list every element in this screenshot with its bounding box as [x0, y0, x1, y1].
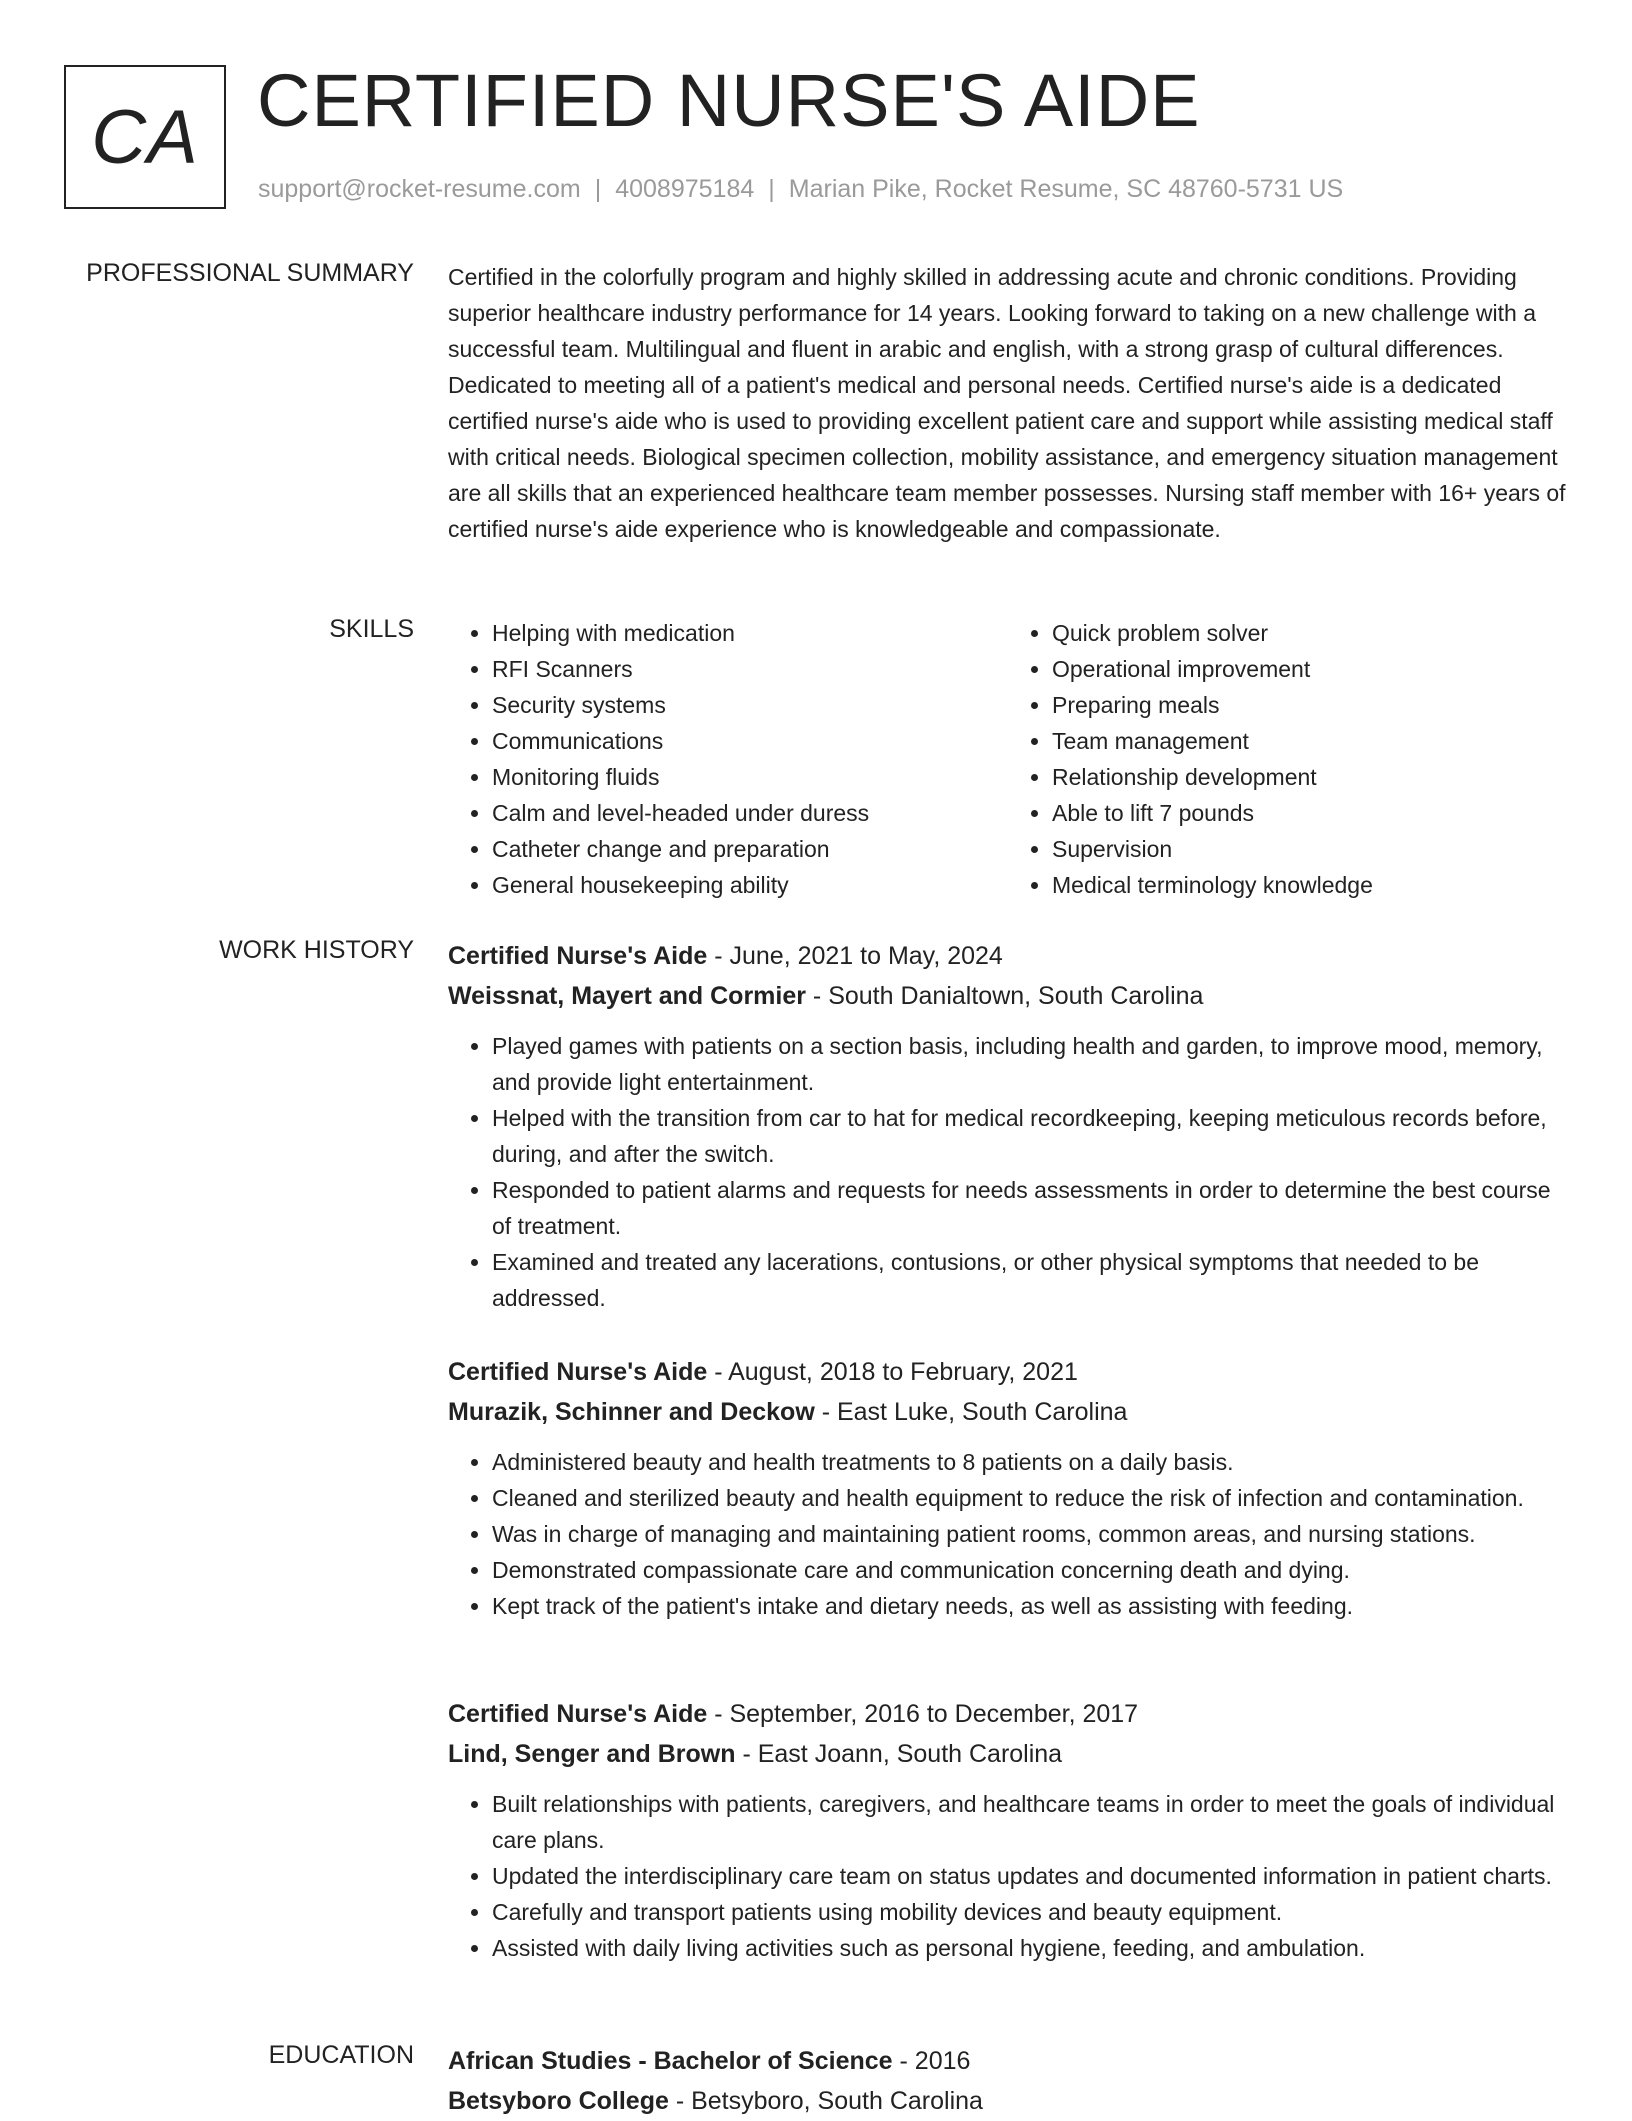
job-company-line — [448, 1392, 1568, 1432]
job-bullets — [448, 1028, 1568, 1316]
job-bullets — [448, 1786, 1568, 1966]
skills-columns — [448, 615, 1568, 903]
contact-email[interactable]: support@rocket-resume.com — [258, 175, 581, 203]
skill-item: • Preparing meals — [1052, 687, 1568, 723]
contact-line — [258, 175, 1343, 204]
education-school: Betsyboro College — [448, 2087, 669, 2115]
skill-item: • RFI Scanners — [492, 651, 1008, 687]
job-bullet: • Assisted with daily living activities such as personal hygiene, feeding, and ambulation. — [492, 1930, 1568, 1966]
job-dates: - August, 2018 to February, 2021 — [707, 1358, 1078, 1386]
job-title: Certified Nurse's Aide — [448, 1358, 708, 1386]
contact-phone[interactable]: 4008975184 — [615, 175, 755, 203]
job-bullet: • Administered beauty and health treatments to 8 patients on a daily basis. — [492, 1444, 1568, 1480]
education-school-line — [448, 2081, 1568, 2121]
job-company-line — [448, 976, 1568, 1016]
skill-item: • Security systems — [492, 687, 1008, 723]
skill-item: • General housekeeping ability — [492, 867, 1008, 903]
job-bullet: • Updated the interdisciplinary care team on status updates and documented information in patient charts. — [492, 1858, 1568, 1894]
job-entry — [448, 936, 1568, 1316]
job-bullet: • Demonstrated compassionate care and communication concerning death and dying. — [492, 1552, 1568, 1588]
summary-text: Certified in the colorfully program and highly skilled in addressing acute and chronic conditions. Providing superior healthcare industry performance for 14 years. Looking forward to taking on a new challenge with a successful team. Multilingual and fluent in arabic and english, with a strong grasp of cultural differences. Dedicated to meeting all of a patient's medical and personal needs. Certified nurse's aide is a dedicated certified nurse's aide who is used to providing excellent patient care and support while assisting medical staff with critical needs. Biological specimen collection, mobility assistance, and emergency situation management are all skills that an experienced healthcare team member possesses. Nursing staff member with 16+ years of certified nurse's aide experience who is knowledgeable and compassionate. — [448, 264, 1566, 542]
section-heading-skills: SKILLS — [329, 615, 414, 643]
skill-item: • Team management — [1052, 723, 1568, 759]
job-dates: - September, 2016 to December, 2017 — [707, 1700, 1139, 1728]
skill-item: • Supervision — [1052, 831, 1568, 867]
skill-item: • Medical terminology knowledge — [1052, 867, 1568, 903]
job-title-line — [448, 1352, 1568, 1392]
job-location: - South Danialtown, South Carolina — [805, 982, 1204, 1010]
skills-list-left — [448, 615, 1008, 903]
job-entry — [448, 1694, 1568, 1966]
education-entry — [448, 2041, 1568, 2121]
job-bullet: • Was in charge of managing and maintaining patient rooms, common areas, and nursing stations. — [492, 1516, 1568, 1552]
skills-list-right — [1008, 615, 1568, 903]
monogram-badge: CA — [64, 65, 226, 209]
education-year: - 2016 — [892, 2047, 971, 2075]
job-company: Weissnat, Mayert and Cormier — [448, 982, 806, 1010]
job-location: - East Joann, South Carolina — [735, 1740, 1063, 1768]
job-entry — [448, 1352, 1568, 1624]
job-dates: - June, 2021 to May, 2024 — [707, 942, 1003, 970]
skill-item: • Catheter change and preparation — [492, 831, 1008, 867]
skill-item: • Relationship development — [1052, 759, 1568, 795]
education-degree-line — [448, 2041, 1568, 2081]
contact-separator: | — [594, 175, 602, 203]
education-location: - Betsyboro, South Carolina — [668, 2087, 983, 2115]
skill-item: • Communications — [492, 723, 1008, 759]
section-heading-education: EDUCATION — [268, 2041, 414, 2069]
job-title: Certified Nurse's Aide — [448, 942, 708, 970]
job-bullet: • Cleaned and sterilized beauty and health equipment to reduce the risk of infection and contamination. — [492, 1480, 1568, 1516]
education-degree: African Studies - Bachelor of Science — [448, 2047, 893, 2075]
contact-address: Marian Pike, Rocket Resume, SC 48760-5731 US — [788, 175, 1344, 203]
job-bullets — [448, 1444, 1568, 1624]
job-bullet: • Carefully and transport patients using mobility devices and beauty equipment. — [492, 1894, 1568, 1930]
skill-item: • Quick problem solver — [1052, 615, 1568, 651]
skill-item: • Calm and level-headed under duress — [492, 795, 1008, 831]
section-heading-work-history: WORK HISTORY — [219, 936, 414, 964]
job-bullet: • Played games with patients on a section basis, including health and garden, to improve mood, memory, and provide light entertainment. — [492, 1028, 1568, 1100]
job-bullet: • Built relationships with patients, caregivers, and healthcare teams in order to meet the goals of individual care plans. — [492, 1786, 1568, 1858]
skill-item: • Helping with medication — [492, 615, 1008, 651]
job-company-line — [448, 1734, 1568, 1774]
job-bullet: • Responded to patient alarms and requests for needs assessments in order to determine the best course of treatment. — [492, 1172, 1568, 1244]
job-title: Certified Nurse's Aide — [448, 1700, 708, 1728]
skill-item: • Monitoring fluids — [492, 759, 1008, 795]
skill-item: • Operational improvement — [1052, 651, 1568, 687]
contact-separator: | — [768, 175, 775, 203]
job-company: Lind, Senger and Brown — [448, 1740, 736, 1768]
job-bullet: • Kept track of the patient's intake and dietary needs, as well as assisting with feeding. — [492, 1588, 1568, 1624]
job-title-line — [448, 1694, 1568, 1734]
skill-item: • Able to lift 7 pounds — [1052, 795, 1568, 831]
job-bullet: • Helped with the transition from car to hat for medical recordkeeping, keeping meticulous records before, during, and after the switch. — [492, 1100, 1568, 1172]
job-location: - East Luke, South Carolina — [814, 1398, 1128, 1426]
job-bullet: • Examined and treated any lacerations, contusions, or other physical symptoms that needed to be addressed. — [492, 1244, 1568, 1316]
resume-title: CERTIFIED NURSE'S AIDE — [257, 59, 1201, 142]
job-title-line — [448, 936, 1568, 976]
job-company: Murazik, Schinner and Deckow — [448, 1398, 815, 1426]
section-heading-summary: PROFESSIONAL SUMMARY — [86, 259, 414, 287]
